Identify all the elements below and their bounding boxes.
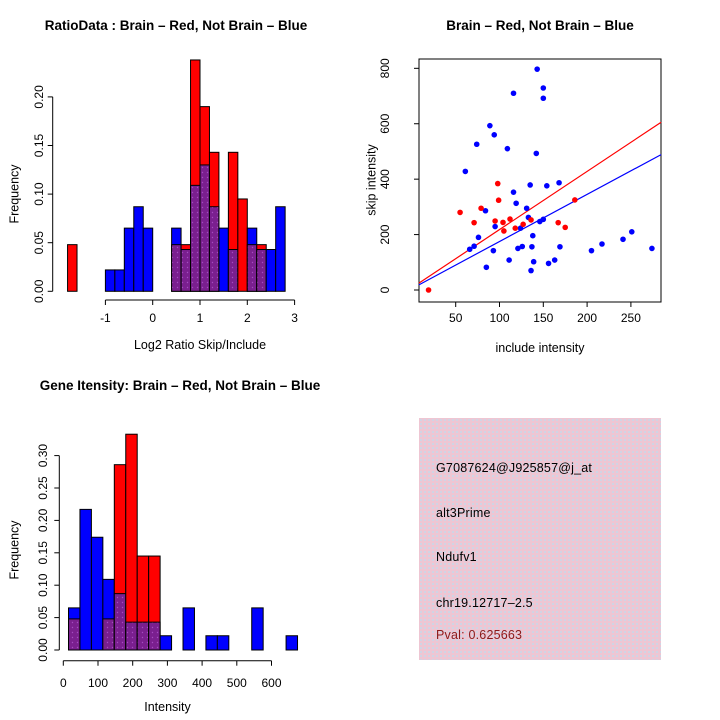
y-tick-label: 0.00 — [36, 638, 51, 662]
scatter-point-blue — [492, 224, 498, 230]
hist-bar-overlap — [191, 185, 200, 291]
scatter-point-blue — [513, 200, 519, 206]
scatter-point-red — [572, 197, 578, 203]
intensity-scatter-xlabel: include intensity — [495, 341, 585, 355]
scatter-point-red — [562, 225, 568, 231]
hist-bar-overlap — [209, 207, 218, 292]
scatter-point-blue — [534, 66, 540, 72]
regression-line-red — [419, 122, 661, 283]
scatter-point-red — [520, 222, 526, 228]
hist-bar-overlap — [137, 622, 148, 650]
scatter-point-blue — [511, 90, 517, 96]
scatter-point-red — [478, 205, 484, 211]
hist-bar — [126, 434, 137, 650]
scatter-point-blue — [599, 241, 605, 247]
x-tick-label: 0 — [59, 676, 67, 690]
scatter-point-blue — [476, 235, 482, 241]
scatter-point-blue — [529, 244, 535, 250]
scatter-point-blue — [505, 146, 511, 152]
scatter-point-blue — [649, 246, 655, 252]
x-tick-label: 100 — [489, 311, 510, 325]
gene-hist-svg — [0, 360, 360, 720]
y-tick-label: 0.30 — [36, 443, 51, 468]
hist-bar — [160, 636, 171, 650]
gene-info-box — [419, 418, 661, 660]
hist-bar — [80, 509, 91, 650]
scatter-point-blue — [491, 132, 497, 138]
scatter-point-blue — [552, 257, 558, 263]
gene-name-text: Ndufv1 — [436, 550, 477, 564]
scatter-point-blue — [471, 243, 477, 249]
x-tick-label: 1 — [196, 311, 204, 325]
scatter-point-red — [501, 228, 507, 234]
x-tick-label: 200 — [577, 311, 598, 325]
x-tick-label: 2 — [243, 311, 251, 325]
scatter-point-blue — [546, 261, 552, 267]
x-tick-label: 3 — [291, 311, 298, 325]
ratio-hist-svg — [0, 0, 360, 360]
hist-bar-overlap — [126, 622, 137, 650]
hist-bar-overlap — [69, 619, 80, 650]
intensity-scatter-svg — [360, 0, 720, 360]
scatter-point-blue — [533, 151, 539, 157]
scatter-point-blue — [557, 244, 563, 250]
scatter-point-blue — [491, 248, 497, 254]
hist-bar — [286, 636, 297, 650]
x-tick-label: 600 — [261, 676, 282, 690]
hist-bar-overlap — [114, 594, 125, 650]
scatter-point-blue — [506, 257, 512, 263]
hist-bar-overlap — [172, 245, 181, 292]
x-tick-label: 250 — [620, 311, 641, 325]
scatter-point-blue — [484, 264, 490, 270]
scatter-point-blue — [530, 233, 536, 239]
panel-ratio-histogram — [0, 0, 360, 360]
x-tick-label: 50 — [449, 311, 463, 325]
scatter-point-blue — [629, 229, 635, 235]
ratio-hist-ylabel: Frequency — [7, 164, 22, 224]
hist-bar-overlap — [103, 619, 114, 650]
scatter-point-blue — [541, 85, 547, 91]
y-tick-label: 0.25 — [36, 476, 51, 500]
scatter-point-red — [426, 287, 432, 293]
y-tick-label: 0.20 — [36, 508, 51, 533]
scatter-point-red — [492, 218, 498, 224]
panel-intensity-scatter — [360, 0, 720, 360]
x-tick-label: -1 — [100, 311, 111, 325]
scatter-point-blue — [463, 169, 469, 175]
scatter-point-blue — [556, 180, 562, 186]
scatter-point-blue — [620, 236, 626, 242]
intensity-scatter-ylabel: skip intensity — [364, 144, 379, 216]
hist-bar — [115, 270, 124, 291]
locus-text: chr19.12717–2.5 — [436, 596, 533, 610]
scatter-point-blue — [589, 248, 595, 254]
scatter-point-blue — [511, 189, 517, 195]
y-tick-label: 0 — [378, 286, 393, 294]
ratio-hist-title: RatioData : Brain – Red, Not Brain – Blue — [44, 18, 308, 33]
scatter-point-red — [507, 216, 513, 222]
gene-hist-ylabel: Frequency — [7, 520, 22, 580]
scatter-point-blue — [531, 259, 537, 265]
hist-bar-overlap — [200, 165, 209, 291]
scatter-point-blue — [537, 219, 543, 225]
scatter-point-red — [457, 210, 463, 216]
x-tick-label: 400 — [192, 676, 213, 690]
y-tick-label: 0.20 — [32, 85, 47, 109]
panel-gene-histogram — [0, 360, 360, 720]
scatter-point-red — [500, 220, 506, 226]
hist-bar — [217, 636, 228, 650]
hist-bar — [238, 199, 247, 291]
scatter-point-red — [495, 181, 501, 187]
y-tick-label: 0.05 — [32, 231, 47, 255]
scatter-point-blue — [524, 205, 530, 211]
scatter-point-red — [471, 220, 477, 226]
y-tick-label: 0.00 — [32, 279, 47, 303]
x-tick-label: 300 — [157, 676, 178, 690]
x-tick-label: 100 — [87, 676, 109, 690]
probe-id-text: G7087624@J925857@j_at — [436, 461, 593, 475]
hist-bar-overlap — [181, 250, 190, 292]
hist-bar — [124, 228, 133, 291]
hist-bar — [206, 636, 217, 650]
scatter-point-red — [512, 225, 518, 231]
hist-bar — [252, 608, 263, 650]
scatter-point-blue — [544, 183, 550, 189]
y-tick-label: 400 — [378, 169, 393, 190]
y-tick-label: 600 — [378, 113, 393, 134]
hist-bar-overlap — [247, 245, 256, 292]
hist-bar — [266, 250, 275, 292]
y-tick-label: 200 — [378, 224, 393, 245]
panel-gene-info — [360, 360, 720, 720]
hist-bar — [105, 270, 114, 291]
x-tick-label: 0 — [149, 311, 157, 325]
pval-text: Pval: 0.625663 — [436, 628, 523, 642]
hist-bar-overlap — [257, 250, 266, 292]
y-tick-label: 0.10 — [32, 182, 47, 206]
hist-bar-overlap — [228, 250, 237, 292]
hist-bar-overlap — [149, 622, 160, 650]
intensity-scatter-title: Brain – Red, Not Brain – Blue — [446, 18, 634, 33]
ratio-hist-xlabel: Log2 Ratio Skip/Include — [133, 338, 267, 352]
scatter-point-red — [528, 217, 534, 223]
hist-bar — [276, 207, 285, 292]
scatter-point-blue — [474, 141, 480, 147]
y-tick-label: 0.05 — [36, 605, 51, 630]
hist-bar — [68, 245, 77, 292]
x-tick-label: 150 — [533, 311, 554, 325]
gene-hist-title: Gene Itensity: Brain – Red, Not Brain – Blue — [39, 378, 321, 393]
y-tick-label: 0.15 — [36, 541, 51, 565]
scatter-point-blue — [519, 244, 525, 250]
y-tick-label: 800 — [378, 58, 393, 79]
hist-bar — [134, 207, 143, 292]
scatter-point-red — [496, 197, 502, 203]
hist-bar — [91, 537, 102, 650]
scatter-point-blue — [541, 95, 547, 101]
splice-type-text: alt3Prime — [436, 506, 491, 520]
hist-bar — [219, 228, 228, 291]
hist-bar — [183, 608, 194, 650]
scatter-point-blue — [487, 123, 493, 129]
scatter-point-blue — [527, 182, 533, 188]
scatter-point-blue — [528, 268, 534, 274]
x-tick-label: 500 — [226, 676, 247, 690]
y-tick-label: 0.10 — [36, 573, 51, 597]
hist-bar — [143, 228, 152, 291]
y-tick-label: 0.15 — [32, 133, 47, 158]
x-tick-label: 200 — [122, 676, 143, 690]
scatter-point-red — [555, 220, 561, 226]
gene-hist-xlabel: Intensity — [144, 700, 191, 714]
